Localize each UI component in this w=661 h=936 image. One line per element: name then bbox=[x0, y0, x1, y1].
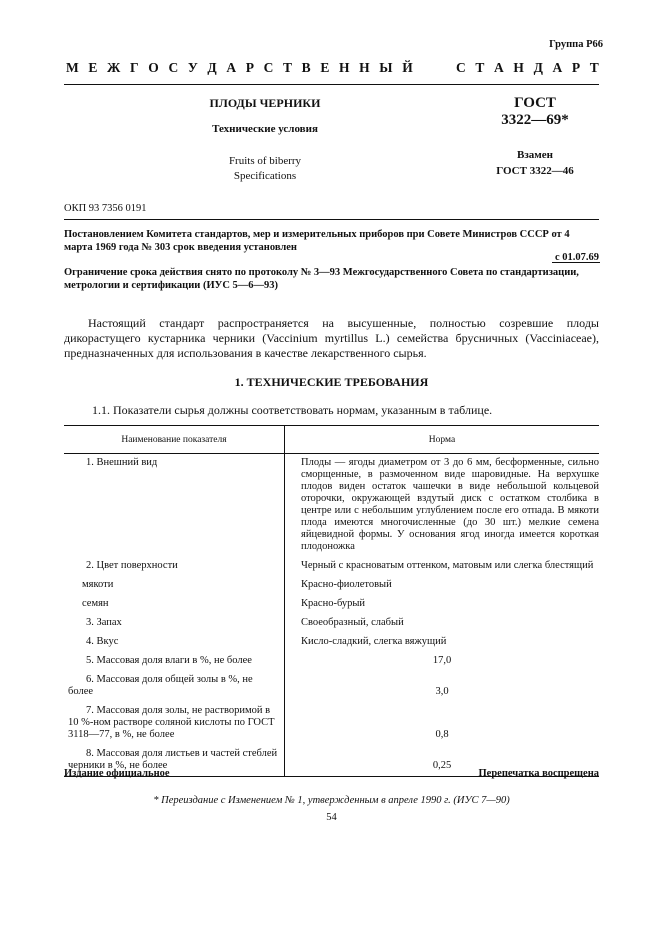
row-norm: 0,8 bbox=[435, 729, 449, 740]
banner-word2-letter: Д bbox=[533, 60, 543, 75]
banner-word1-letter: Й bbox=[402, 60, 413, 75]
row-param-cell bbox=[64, 614, 285, 633]
gost-number: 3322—69* bbox=[501, 112, 569, 128]
row-norm-cell bbox=[285, 557, 600, 576]
clause-1-1: 1.1. Показатели сырья должны соответствовать нормам, указанным в таблице. bbox=[92, 403, 493, 417]
english-title-line-1: Fruits of biberry bbox=[228, 155, 302, 167]
table-row bbox=[64, 702, 599, 745]
row-param: 3. Запах bbox=[86, 617, 122, 628]
table-row bbox=[64, 557, 599, 576]
limit-note: Ограничение срока действия снято по протоколу № 3—93 Межгосударственного Совета по стандартизации, метрологии и сертификации (ИУС 5—6—93) bbox=[64, 267, 579, 291]
row-param: мякоти bbox=[82, 579, 114, 590]
row-norm-cell bbox=[285, 576, 600, 595]
banner-word2-letter: Т bbox=[475, 60, 485, 75]
row-norm-cell bbox=[285, 671, 600, 702]
banner-word1-letter: А bbox=[226, 60, 237, 75]
okp-rule bbox=[64, 219, 599, 220]
header-rule bbox=[64, 84, 599, 85]
row-param: 2. Цвет поверхности bbox=[86, 560, 178, 571]
table-row bbox=[64, 454, 599, 558]
title-block bbox=[150, 96, 380, 184]
row-norm: 17,0 bbox=[432, 655, 452, 666]
banner-word1-letter: Г bbox=[130, 60, 139, 75]
header-param: Наименование показателя bbox=[64, 426, 285, 454]
row-norm: 3,0 bbox=[435, 686, 449, 697]
row-norm: Черный с красноватым оттенком, матовым или слегка блестящий bbox=[301, 560, 594, 571]
official-edition: Издание официальное bbox=[64, 768, 170, 779]
effective-date: с 01.07.69 bbox=[554, 252, 599, 263]
row-param: 1. Внешний вид bbox=[86, 457, 158, 468]
decree-text: Постановлением Комитета стандартов, мер и измерительных приборов при Совете Министров СССР от 4 марта 1969 года № 303 срок введения установлен bbox=[64, 229, 570, 253]
english-title-line-2: Specifications bbox=[233, 170, 297, 182]
table-row bbox=[64, 595, 599, 614]
banner-word1-letter: Ы bbox=[379, 60, 393, 75]
standard-banner bbox=[66, 60, 599, 76]
table-row bbox=[64, 652, 599, 671]
table-row bbox=[64, 576, 599, 595]
row-norm: Красно-бурый bbox=[301, 598, 366, 609]
row-param-cell bbox=[64, 671, 285, 702]
row-norm-cell bbox=[285, 614, 600, 633]
row-param: 5. Массовая доля влаги в %, не более bbox=[86, 655, 252, 666]
reprint-prohibited: Перепечатка воспрещена bbox=[478, 768, 599, 779]
banner-word1-letter: В bbox=[301, 60, 311, 75]
banner-gap bbox=[422, 60, 446, 76]
row-param-cell bbox=[64, 557, 285, 576]
header-norm: Норма bbox=[285, 426, 600, 454]
intro-paragraph: Настоящий стандарт распространяется на высушенные, полностью созревшие плоды дикорастущего кустарника черники (Vaccinium myrtillus L.) семейства брусничных (Vacciniaceae), предназначенных для использования в качестве лекарственного сырья. bbox=[64, 316, 599, 360]
banner-word1-letter: Н bbox=[359, 60, 370, 75]
table-row bbox=[64, 671, 599, 702]
row-norm-cell bbox=[285, 454, 600, 558]
banner-word1-letter: С bbox=[263, 60, 274, 75]
row-norm-cell bbox=[285, 652, 600, 671]
replaces-label: Взамен bbox=[517, 149, 553, 161]
banner-word1-letter: У bbox=[187, 60, 198, 75]
banner-word1-letter: О bbox=[148, 60, 159, 75]
row-norm-cell bbox=[285, 702, 600, 745]
row-param: 7. Массовая доля золы, не растворимой в 10 %-ном растворе соляной кислоты по ГОСТ 3118—77, в %, не более bbox=[68, 705, 275, 740]
banner-word2-letter: Т bbox=[589, 60, 599, 75]
banner-word1-letter: С bbox=[168, 60, 179, 75]
row-param: семян bbox=[82, 598, 109, 609]
banner-word2-letter: А bbox=[494, 60, 504, 75]
banner-word1-letter: Ж bbox=[107, 60, 121, 75]
row-param-cell bbox=[64, 595, 285, 614]
banner-word2-letter: Р bbox=[571, 60, 581, 75]
row-param-cell bbox=[64, 652, 285, 671]
replaces-standard: ГОСТ 3322—46 bbox=[496, 165, 574, 177]
table-row bbox=[64, 633, 599, 652]
row-norm: Кисло-сладкий, слегка вяжущий bbox=[301, 636, 447, 647]
row-param-cell bbox=[64, 576, 285, 595]
row-norm: 0,25 bbox=[432, 760, 452, 771]
okp-code: ОКП 93 7356 0191 bbox=[64, 203, 147, 214]
banner-word1-letter: М bbox=[66, 60, 79, 75]
table-header-row bbox=[64, 426, 599, 454]
gost-block bbox=[470, 95, 600, 177]
row-param: 4. Вкус bbox=[86, 636, 119, 647]
banner-word1-letter: Д bbox=[207, 60, 217, 75]
gost-label: ГОСТ bbox=[514, 95, 556, 111]
english-title bbox=[150, 154, 380, 184]
row-norm: Красно-фиолетовый bbox=[301, 579, 392, 590]
banner-word2-letter: А bbox=[552, 60, 563, 75]
row-param-cell bbox=[64, 633, 285, 652]
banner-word1-letter: Е bbox=[320, 60, 330, 75]
document-subtitle: Технические условия bbox=[212, 123, 318, 135]
section-title: 1. ТЕХНИЧЕСКИЕ ТРЕБОВАНИЯ bbox=[234, 375, 429, 389]
reissue-footnote: * Переиздание с Изменением № 1, утвержденным в апреле 1990 г. (ИУС 7—90) bbox=[153, 795, 510, 806]
banner-word2-letter: С bbox=[455, 60, 466, 75]
banner-word1-letter: Н bbox=[338, 60, 350, 75]
banner-word1-letter: Т bbox=[283, 60, 293, 75]
row-param-cell bbox=[64, 454, 285, 558]
row-param-cell bbox=[64, 702, 285, 745]
banner-word2-letter: Н bbox=[513, 60, 524, 75]
row-param: 6. Массовая доля общей золы в %, не более bbox=[68, 674, 253, 697]
row-norm: Плоды — ягоды диаметром от 3 до 6 мм, бесформенные, сильно сморщенные, в размоченном виде шаровидные. На верхушке плодов виден остаток чашечки в виде небольшой кольцевой оторочки, окружающей вздутый диск с остатком столбика в центре или с небольшим углублением после его отпада. В мякоти плода имеются многочисленные (до 30 шт.) мелкие семена яйцевидной формы. У основания ягод иногда имеется короткая плодоножка bbox=[301, 457, 599, 552]
row-param: 8. Массовая доля листьев и частей стеблей черники в %, не более bbox=[68, 748, 278, 771]
row-norm-cell bbox=[285, 595, 600, 614]
banner-word1-letter: Е bbox=[88, 60, 98, 75]
row-norm-cell bbox=[285, 633, 600, 652]
row-norm: Своеобразный, слабый bbox=[301, 617, 404, 628]
effective-date-rule bbox=[552, 262, 600, 263]
banner-word1-letter: Р bbox=[245, 60, 254, 75]
table-row bbox=[64, 614, 599, 633]
norms-table bbox=[64, 425, 599, 777]
page-number: 54 bbox=[326, 812, 337, 823]
document-title: ПЛОДЫ ЧЕРНИКИ bbox=[209, 96, 321, 110]
group-code: Группа Р66 bbox=[549, 39, 603, 50]
